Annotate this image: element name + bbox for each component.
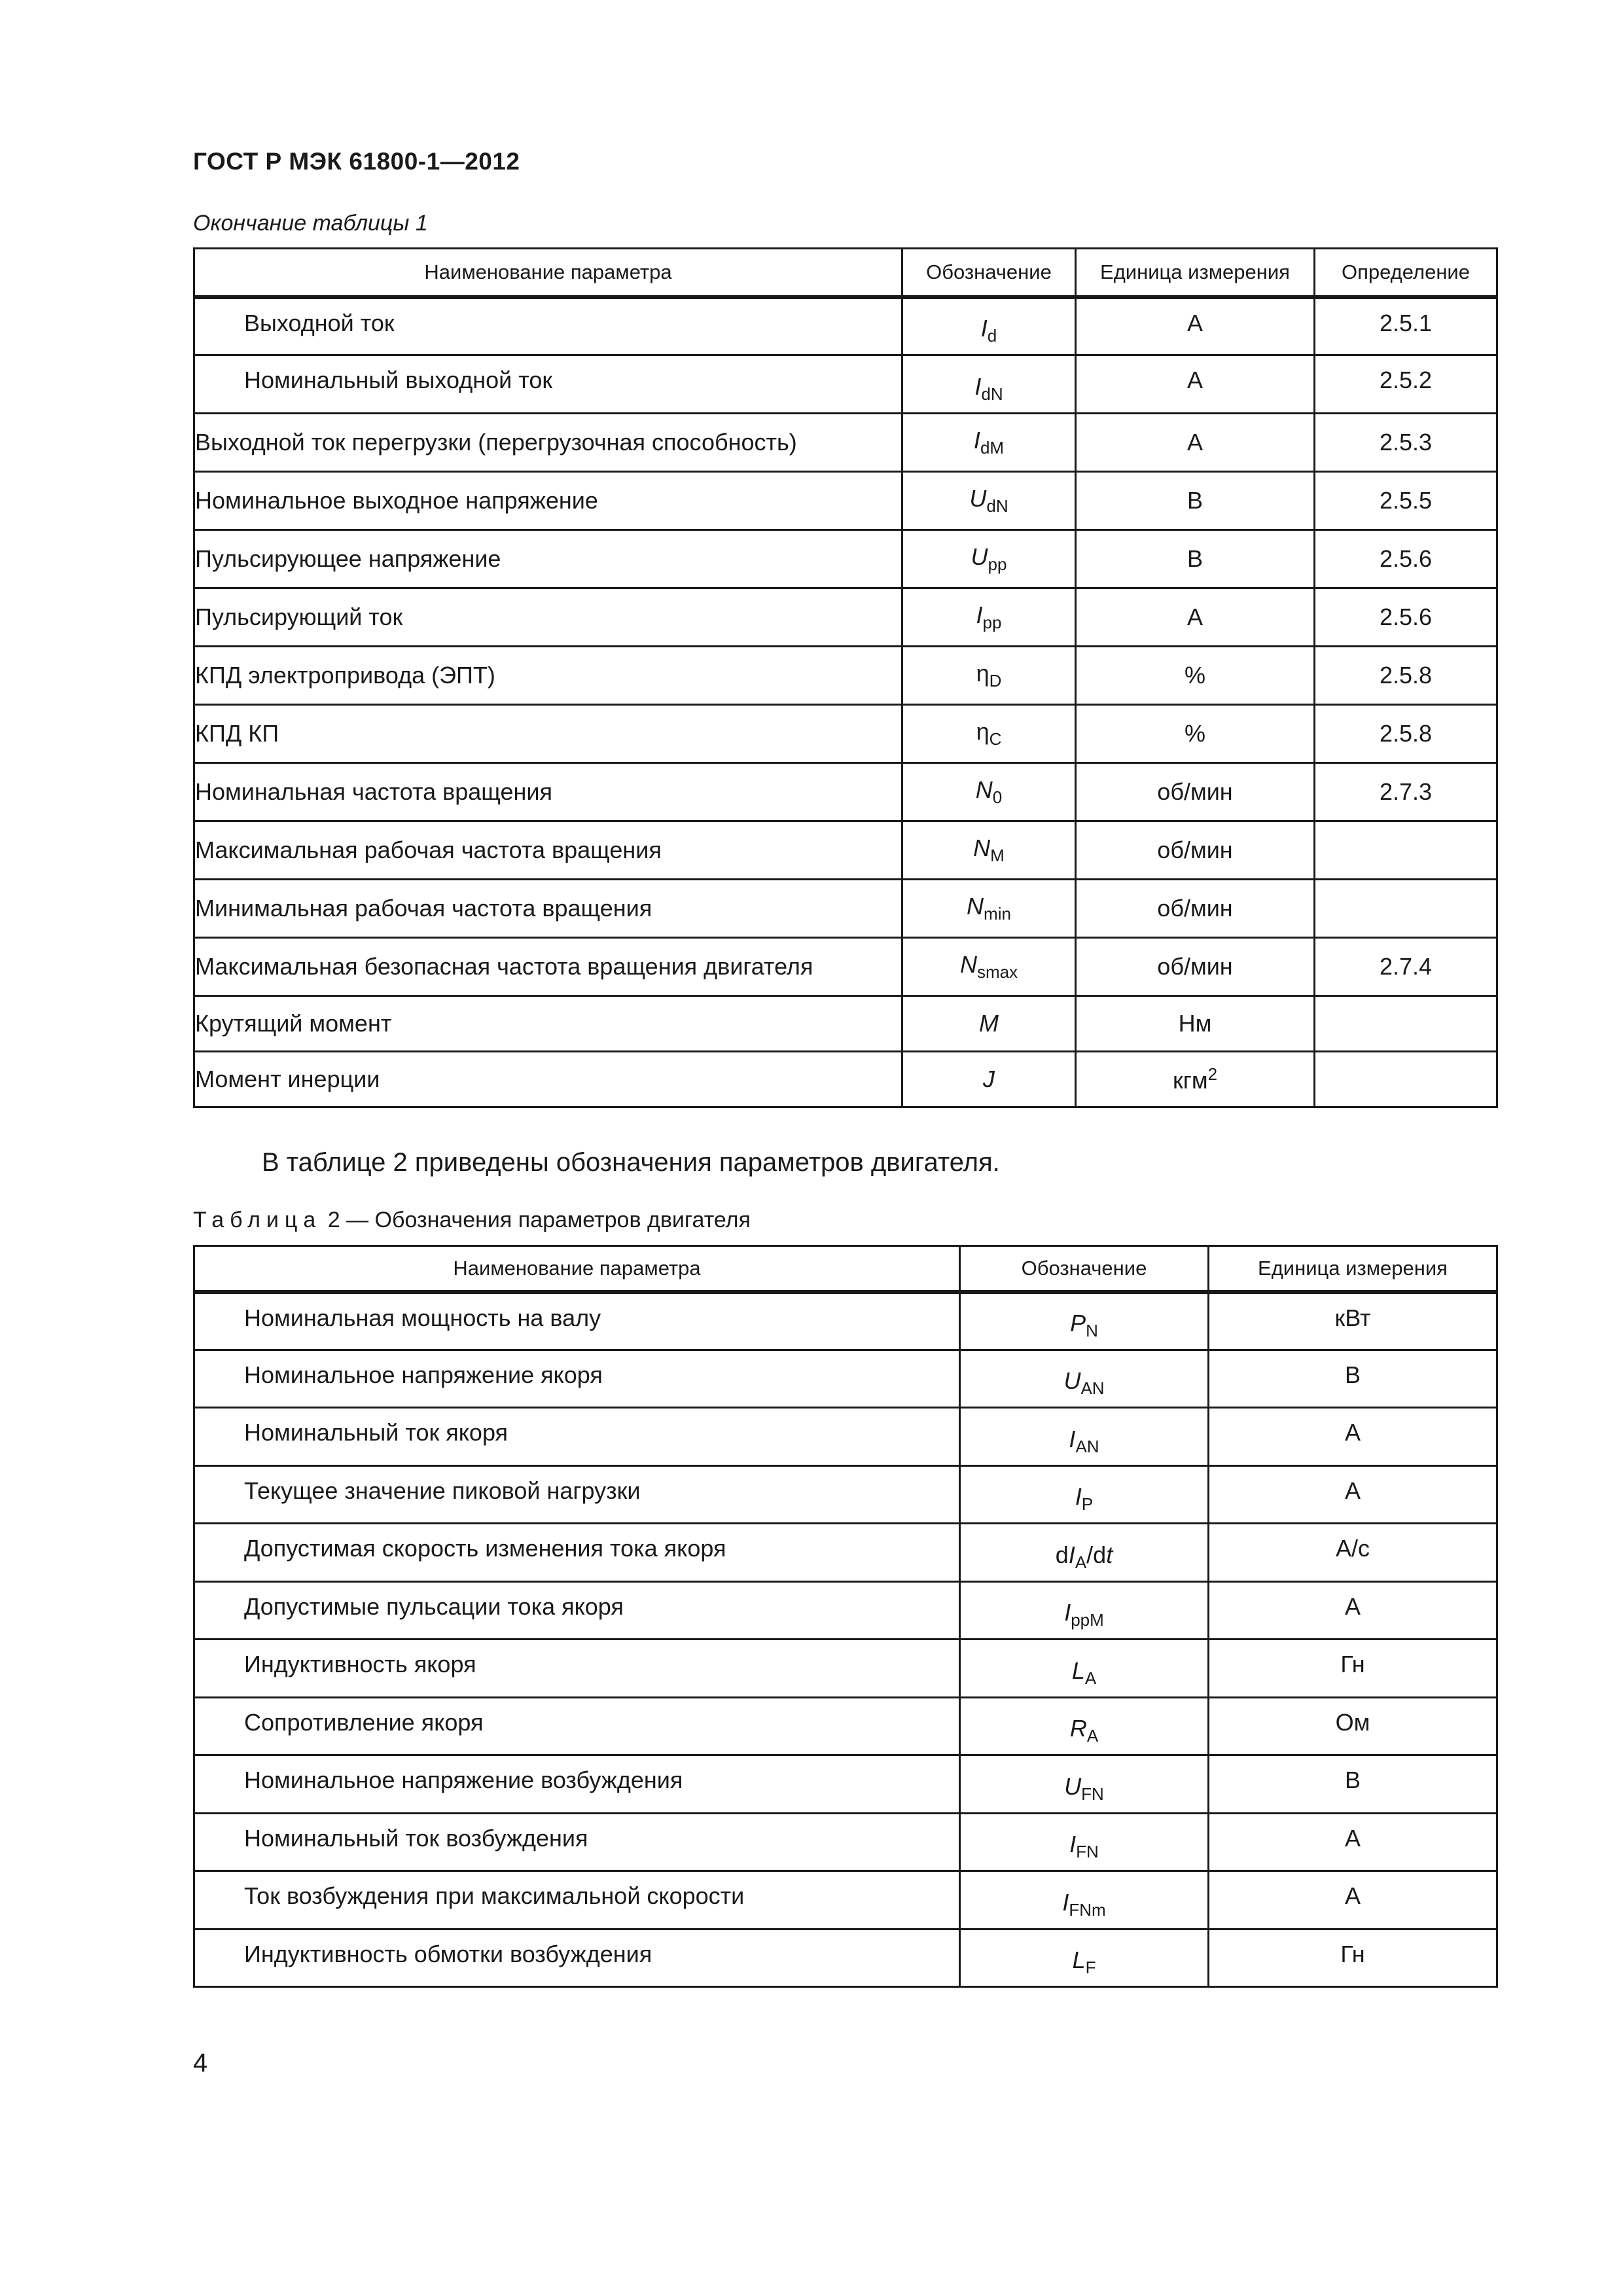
table-row: [194, 996, 1497, 1052]
parameter-unit: А: [1209, 1813, 1497, 1871]
parameter-name: Допустимая скорость изменения тока якоря: [194, 1524, 960, 1582]
symbol-subscript: ppM: [1071, 1610, 1104, 1630]
parameter-unit: [1076, 1052, 1315, 1107]
table-row: [194, 588, 1497, 647]
column-header-symbol: Обозначение: [960, 1246, 1209, 1292]
symbol-subscript: F: [1085, 1958, 1096, 1977]
symbol-main: N: [959, 951, 977, 978]
parameter-symbol: [960, 1813, 1209, 1871]
symbol-subscript: C: [989, 729, 1002, 749]
column-header-symbol: Обозначение: [902, 249, 1076, 297]
symbol-subscript: smax: [976, 962, 1018, 982]
symbol-main: I: [1075, 1483, 1082, 1510]
symbol-subscript: dM: [980, 438, 1005, 457]
parameter-unit: об/мин: [1076, 763, 1315, 821]
table-row: [194, 1465, 1497, 1524]
table-row: [194, 414, 1497, 472]
parameter-symbol: [902, 297, 1076, 355]
parameter-name: Номинальная частота вращения: [194, 763, 902, 821]
symbol-time: t: [1106, 1541, 1113, 1568]
parameter-definition: [1315, 996, 1497, 1052]
parameter-symbol: [902, 821, 1076, 880]
parameter-definition: 2.7.4: [1315, 938, 1497, 996]
parameter-definition: 2.5.6: [1315, 530, 1497, 588]
parameter-name: Номинальное выходное напряжение: [194, 472, 902, 530]
parameter-symbol: [960, 1292, 1209, 1350]
parameter-definition: 2.5.8: [1315, 647, 1497, 705]
parameter-name: Номинальный ток якоря: [194, 1408, 960, 1466]
parameter-name: Номинальное напряжение возбуждения: [194, 1755, 960, 1814]
symbol-main: U: [969, 485, 987, 512]
table-row: [194, 1813, 1497, 1871]
parameter-name: Выходной ток перегрузки (перегрузочная способность): [194, 414, 902, 472]
symbol-main: U: [971, 543, 988, 570]
table-row: [194, 1755, 1497, 1814]
parameter-symbol: [902, 414, 1076, 472]
symbol-main: η: [976, 718, 990, 745]
symbol-main: J: [983, 1066, 995, 1092]
parameter-symbol: [902, 938, 1076, 996]
column-header-name: Наименование параметра: [194, 249, 902, 297]
parameter-unit: А: [1076, 297, 1315, 355]
symbol-main: η: [976, 660, 990, 687]
table-row: [194, 1871, 1497, 1929]
table-row: [194, 647, 1497, 705]
table-row: [194, 1640, 1497, 1698]
parameter-unit: В: [1209, 1755, 1497, 1814]
table-row: [194, 297, 1497, 355]
symbol-subscript: 0: [992, 787, 1003, 807]
parameter-symbol: [902, 472, 1076, 530]
symbol-subscript: A: [1086, 1726, 1099, 1746]
parameter-name: Пульсирующий ток: [194, 588, 902, 647]
parameter-name: Крутящий момент: [194, 996, 902, 1052]
parameter-name: Ток возбуждения при максимальной скорости: [194, 1871, 960, 1929]
symbol-subscript: AN: [1080, 1378, 1105, 1398]
symbol-main: I: [976, 601, 983, 628]
parameter-symbol: [960, 1350, 1209, 1408]
unit-main: кгм: [1172, 1067, 1208, 1094]
table1-caption: Окончание таблицы 1: [193, 211, 428, 236]
parameter-unit: А: [1076, 588, 1315, 647]
symbol-main: P: [1070, 1309, 1086, 1336]
parameter-symbol: [960, 1697, 1209, 1755]
symbol-main: U: [1063, 1367, 1081, 1394]
symbol-main: U: [1064, 1772, 1082, 1800]
table2-caption: [193, 1208, 751, 1233]
parameter-symbol: [902, 355, 1076, 414]
parameter-unit: А: [1076, 414, 1315, 472]
body-paragraph: В таблице 2 приведены обозначения параметров двигателя.: [262, 1148, 1000, 1177]
parameter-unit: %: [1076, 647, 1315, 705]
table-row: [194, 472, 1497, 530]
parameter-symbol: [902, 1052, 1076, 1107]
symbol-subscript: pp: [982, 613, 1002, 632]
parameter-symbol: [902, 880, 1076, 938]
parameter-symbol: [960, 1929, 1209, 1987]
parameter-symbol: [902, 647, 1076, 705]
parameter-name: Сопротивление якоря: [194, 1697, 960, 1755]
parameter-unit: А: [1209, 1871, 1497, 1929]
column-header-definition: Определение: [1315, 249, 1497, 297]
symbol-main: I: [980, 315, 988, 342]
page-number: 4: [193, 2049, 208, 2077]
symbol-main: R: [1069, 1715, 1087, 1742]
parameter-name: Номинальное напряжение якоря: [194, 1350, 960, 1408]
parameter-symbol: [902, 996, 1076, 1052]
symbol-subscript: dN: [986, 496, 1008, 516]
parameter-unit: кВт: [1209, 1292, 1497, 1350]
parameter-unit: А: [1209, 1581, 1497, 1640]
symbol-prefix: d: [1055, 1541, 1069, 1568]
parameter-name: Пульсирующее напряжение: [194, 530, 902, 588]
parameter-symbol: [960, 1581, 1209, 1640]
parameter-symbol: [960, 1871, 1209, 1929]
table2-caption-prefix: Таблица: [193, 1208, 322, 1232]
parameter-symbol: [960, 1640, 1209, 1698]
symbol-main: I: [1069, 1831, 1077, 1857]
parameter-name: Момент инерции: [194, 1052, 902, 1107]
table-row: [194, 821, 1497, 880]
parameter-unit: об/мин: [1076, 880, 1315, 938]
table-row: [194, 1524, 1497, 1582]
symbol-main: I: [1062, 1888, 1069, 1916]
symbol-subscript: P: [1081, 1494, 1094, 1514]
parameter-unit: Ом: [1209, 1697, 1497, 1755]
symbol-slash: /d: [1086, 1541, 1107, 1568]
document-header: ГОСТ Р МЭК 61800-1—2012: [193, 148, 520, 175]
symbol-main: N: [975, 776, 993, 803]
parameter-name: Выходной ток: [194, 297, 902, 355]
table-row: [194, 1581, 1497, 1640]
parameter-name: Номинальная мощность на валу: [194, 1292, 960, 1350]
parameter-symbol: [902, 588, 1076, 647]
symbol-main: N: [967, 893, 984, 920]
parameter-unit: А: [1209, 1408, 1497, 1466]
symbol-main: N: [973, 834, 991, 861]
parameter-name: Индуктивность якоря: [194, 1640, 960, 1698]
parameter-unit: Нм: [1076, 996, 1315, 1052]
symbol-subscript: FNm: [1069, 1899, 1106, 1920]
table-header-row: [194, 1246, 1497, 1292]
parameter-unit: Гн: [1209, 1640, 1497, 1698]
table-row: [194, 1292, 1497, 1350]
parameter-unit: В: [1076, 530, 1315, 588]
symbol-main: I: [1068, 1541, 1075, 1568]
column-header-unit: Единица измерения: [1076, 249, 1315, 297]
parameter-definition: [1315, 821, 1497, 880]
table-row: [194, 530, 1497, 588]
parameter-definition: 2.7.3: [1315, 763, 1497, 821]
table-row: [194, 1350, 1497, 1408]
symbol-main: I: [1069, 1425, 1076, 1452]
table-row: [194, 1408, 1497, 1466]
parameter-symbol: [902, 763, 1076, 821]
parameter-unit: об/мин: [1076, 821, 1315, 880]
parameter-symbol: [902, 705, 1076, 763]
table-row: [194, 763, 1497, 821]
parameter-name: Максимальная рабочая частота вращения: [194, 821, 902, 880]
parameter-unit: В: [1076, 472, 1315, 530]
symbol-subscript: N: [1086, 1320, 1098, 1340]
parameter-definition: 2.5.6: [1315, 588, 1497, 647]
table2-caption-title: 2 — Обозначения параметров двигателя: [321, 1208, 751, 1232]
unit-superscript: 2: [1207, 1064, 1218, 1084]
symbol-main: L: [1071, 1657, 1085, 1684]
parameter-definition: 2.5.3: [1315, 414, 1497, 472]
parameter-symbol: [960, 1524, 1209, 1582]
motor-parameters-table-2: [193, 1245, 1498, 1988]
parameter-definition: 2.5.5: [1315, 472, 1497, 530]
table-row: [194, 355, 1497, 414]
parameter-name: Минимальная рабочая частота вращения: [194, 880, 902, 938]
symbol-main: I: [1064, 1599, 1071, 1626]
parameter-unit: В: [1209, 1350, 1497, 1408]
symbol-subscript: d: [987, 326, 997, 346]
parameter-symbol: [960, 1465, 1209, 1524]
parameter-name: Допустимые пульсации тока якоря: [194, 1581, 960, 1640]
parameter-name: Текущее значение пиковой нагрузки: [194, 1465, 960, 1524]
parameter-name: Номинальный выходной ток: [194, 355, 902, 414]
parameter-definition: 2.5.1: [1315, 297, 1497, 355]
parameter-name: Максимальная безопасная частота вращения двигателя: [194, 938, 902, 996]
parameter-name: КПД электропривода (ЭПТ): [194, 647, 902, 705]
parameter-definition: [1315, 1052, 1497, 1107]
parameter-definition: 2.5.8: [1315, 705, 1497, 763]
symbol-main: M: [979, 1010, 999, 1037]
parameter-name: КПД КП: [194, 705, 902, 763]
parameter-name: Номинальный ток возбуждения: [194, 1813, 960, 1871]
symbol-subscript: A: [1075, 1552, 1087, 1572]
parameter-unit: Гн: [1209, 1929, 1497, 1987]
table-row: [194, 1929, 1497, 1987]
table-row: [194, 1697, 1497, 1755]
parameter-unit: А/с: [1209, 1524, 1497, 1582]
table-row: [194, 938, 1497, 996]
parameter-unit: об/мин: [1076, 938, 1315, 996]
symbol-subscript: AN: [1075, 1436, 1099, 1456]
symbol-subscript: dN: [981, 384, 1003, 404]
symbol-subscript: min: [984, 904, 1011, 924]
symbol-main: L: [1072, 1946, 1086, 1973]
table-row: [194, 1052, 1497, 1107]
symbol-subscript: D: [989, 671, 1002, 691]
parameter-name: Индуктивность обмотки возбуждения: [194, 1929, 960, 1987]
symbol-main: I: [974, 373, 982, 400]
column-header-unit: Единица измерения: [1209, 1246, 1497, 1292]
parameters-table-1: [193, 247, 1498, 1108]
symbol-main: I: [973, 427, 980, 454]
parameter-unit: А: [1209, 1465, 1497, 1524]
parameter-symbol: [960, 1408, 1209, 1466]
symbol-subscript: pp: [988, 554, 1007, 574]
table-row: [194, 705, 1497, 763]
symbol-subscript: M: [990, 846, 1005, 865]
table-header-row: [194, 249, 1497, 297]
table-row: [194, 880, 1497, 938]
column-header-name: Наименование параметра: [194, 1246, 960, 1292]
parameter-symbol: [960, 1755, 1209, 1814]
parameter-definition: [1315, 880, 1497, 938]
parameter-definition: 2.5.2: [1315, 355, 1497, 414]
symbol-subscript: FN: [1076, 1842, 1099, 1861]
symbol-subscript: A: [1084, 1668, 1097, 1688]
parameter-unit: А: [1076, 355, 1315, 414]
symbol-subscript: FN: [1081, 1784, 1104, 1804]
parameter-symbol: [902, 530, 1076, 588]
parameter-unit: %: [1076, 705, 1315, 763]
